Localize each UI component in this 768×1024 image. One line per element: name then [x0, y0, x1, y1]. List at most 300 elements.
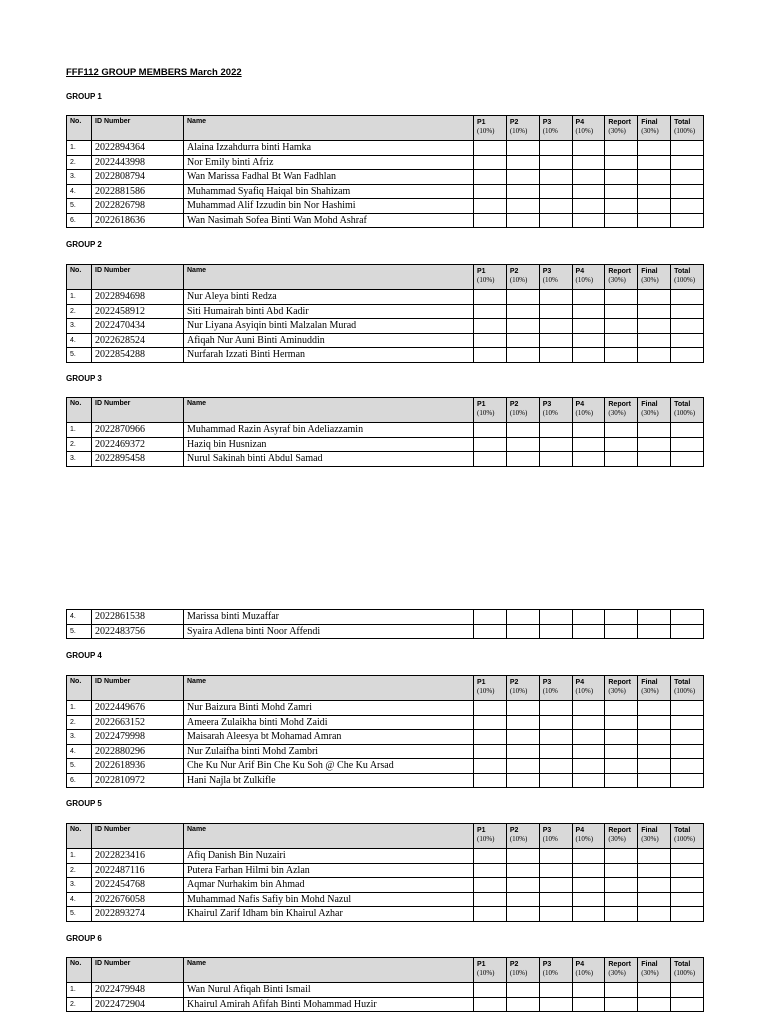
- student-id: 2022823416: [92, 849, 184, 864]
- student-id: 2022893274: [92, 907, 184, 922]
- header-mark-weight: (100%): [674, 687, 696, 695]
- mark-cell-p2: [506, 290, 539, 305]
- mark-cell-final: [638, 333, 671, 348]
- header-mark-weight: (10%): [477, 969, 495, 977]
- mark-cell-report: [605, 170, 638, 185]
- mark-cell-total: [671, 304, 704, 319]
- header-mark-total: [671, 958, 704, 983]
- header-mark-weight: (10%): [509, 276, 528, 284]
- mark-cell-report: [605, 155, 638, 170]
- header-id-number: ID Number: [92, 116, 184, 141]
- header-mark-label: P1: [477, 679, 486, 686]
- group-5-table: [66, 823, 704, 922]
- row-number: 1.: [67, 983, 92, 998]
- student-name: Muhammad Syafiq Haiqal bin Shahizam: [184, 184, 474, 199]
- mark-cell-final: [638, 730, 671, 745]
- mark-cell-p4: [572, 849, 605, 864]
- student-id: 2022810972: [92, 773, 184, 788]
- mark-cell-p4: [572, 997, 605, 1012]
- student-name: Siti Humairah binti Abd Kadir: [184, 304, 474, 319]
- header-mark-p4: [572, 824, 605, 849]
- mark-cell-report: [605, 907, 638, 922]
- student-id: 2022894698: [92, 290, 184, 305]
- mark-cell-total: [671, 878, 704, 893]
- mark-cell-p2: [506, 997, 539, 1012]
- header-mark-label: P3: [542, 679, 552, 686]
- mark-cell-p3: [539, 184, 572, 199]
- mark-cell-p2: [506, 184, 539, 199]
- row-number: 1.: [67, 290, 92, 305]
- student-name: Nur Zulaifha binti Mohd Zambri: [184, 744, 474, 759]
- mark-cell-p3: [539, 983, 572, 998]
- mark-cell-p2: [506, 849, 539, 864]
- mark-cell-final: [638, 213, 671, 228]
- row-number: 2.: [67, 863, 92, 878]
- table-row: [67, 452, 704, 467]
- mark-cell-p1: [474, 730, 507, 745]
- table-row: [67, 184, 704, 199]
- mark-cell-p3: [539, 319, 572, 334]
- header-mark-p1: [474, 824, 507, 849]
- student-name: Nurfarah Izzati Binti Herman: [184, 348, 474, 363]
- header-mark-label: P1: [477, 961, 486, 968]
- student-name: Muhammad Nafis Safiy bin Mohd Nazul: [184, 892, 474, 907]
- table-row: [67, 624, 704, 639]
- mark-cell-total: [671, 452, 704, 467]
- mark-cell-p3: [539, 744, 572, 759]
- row-number: 2.: [67, 715, 92, 730]
- student-name: Khairul Zarif Idham bin Khairul Azhar: [184, 907, 474, 922]
- table-row: [67, 701, 704, 716]
- student-name: Khairul Amirah Afifah Binti Mohammad Huzir: [184, 997, 474, 1012]
- header-mark-final: [638, 116, 671, 141]
- mark-cell-report: [605, 290, 638, 305]
- header-mark-weight: (10%): [575, 969, 594, 977]
- mark-cell-report: [605, 773, 638, 788]
- mark-cell-p2: [506, 141, 539, 156]
- mark-cell-p2: [506, 983, 539, 998]
- mark-cell-p1: [474, 319, 507, 334]
- mark-cell-p2: [506, 304, 539, 319]
- mark-cell-final: [638, 744, 671, 759]
- student-name: Hani Najla bt Zulkifle: [184, 773, 474, 788]
- mark-cell-p4: [572, 907, 605, 922]
- group-6-heading: GROUP 6: [66, 934, 102, 943]
- mark-cell-p4: [572, 892, 605, 907]
- header-mark-label: Report: [608, 679, 631, 686]
- mark-cell-p3: [539, 170, 572, 185]
- mark-cell-final: [638, 878, 671, 893]
- mark-cell-p4: [572, 759, 605, 774]
- header-mark-p2: [506, 676, 539, 701]
- mark-cell-p1: [474, 983, 507, 998]
- table-row: [67, 170, 704, 185]
- mark-cell-p1: [474, 348, 507, 363]
- mark-cell-report: [605, 715, 638, 730]
- mark-cell-final: [638, 304, 671, 319]
- mark-cell-p4: [572, 348, 605, 363]
- header-id-number: ID Number: [92, 398, 184, 423]
- mark-cell-p1: [474, 141, 507, 156]
- mark-cell-report: [605, 437, 638, 452]
- table-row: [67, 730, 704, 745]
- row-number: 3.: [67, 878, 92, 893]
- row-number: 4.: [67, 184, 92, 199]
- header-mark-p3: [539, 676, 572, 701]
- mark-cell-p4: [572, 290, 605, 305]
- student-name: Maisarah Aleesya bt Mohamad Amran: [184, 730, 474, 745]
- mark-cell-p1: [474, 452, 507, 467]
- mark-cell-total: [671, 863, 704, 878]
- mark-cell-report: [605, 624, 638, 639]
- header-mark-weight: (10%): [575, 835, 594, 843]
- mark-cell-report: [605, 863, 638, 878]
- header-mark-weight: (10%: [542, 969, 558, 977]
- mark-cell-total: [671, 892, 704, 907]
- mark-cell-report: [605, 892, 638, 907]
- student-id: 2022487116: [92, 863, 184, 878]
- student-id: 2022861538: [92, 610, 184, 625]
- student-name: Putera Farhan Hilmi bin Azlan: [184, 863, 474, 878]
- mark-cell-total: [671, 610, 704, 625]
- mark-cell-report: [605, 199, 638, 214]
- mark-cell-p4: [572, 170, 605, 185]
- mark-cell-report: [605, 610, 638, 625]
- student-id: 2022618636: [92, 213, 184, 228]
- header-mark-label: Final: [641, 119, 658, 126]
- header-mark-weight: (30%): [608, 276, 626, 284]
- mark-cell-final: [638, 423, 671, 438]
- header-mark-p1: [474, 676, 507, 701]
- header-mark-label: Total: [674, 268, 691, 275]
- mark-cell-p2: [506, 715, 539, 730]
- header-mark-label: P4: [575, 679, 585, 686]
- header-no: No.: [67, 398, 92, 423]
- student-name: Marissa binti Muzaffar: [184, 610, 474, 625]
- group-4-table: [66, 675, 704, 788]
- header-mark-weight: (30%): [641, 835, 659, 843]
- mark-cell-final: [638, 610, 671, 625]
- row-number: 1.: [67, 849, 92, 864]
- student-name: Muhammad Razin Asyraf bin Adeliazzamin: [184, 423, 474, 438]
- mark-cell-p1: [474, 849, 507, 864]
- mark-cell-report: [605, 878, 638, 893]
- mark-cell-total: [671, 730, 704, 745]
- row-number: 6.: [67, 773, 92, 788]
- header-mark-weight: (100%): [674, 276, 696, 284]
- mark-cell-final: [638, 348, 671, 363]
- mark-cell-final: [638, 437, 671, 452]
- header-mark-final: [638, 958, 671, 983]
- header-mark-p2: [506, 824, 539, 849]
- mark-cell-p4: [572, 199, 605, 214]
- header-mark-p3: [539, 265, 572, 290]
- mark-cell-final: [638, 773, 671, 788]
- mark-cell-p1: [474, 304, 507, 319]
- mark-cell-p1: [474, 333, 507, 348]
- mark-cell-report: [605, 184, 638, 199]
- header-mark-final: [638, 398, 671, 423]
- student-name: Nurul Sakinah binti Abdul Samad: [184, 452, 474, 467]
- header-mark-final: [638, 676, 671, 701]
- mark-cell-report: [605, 983, 638, 998]
- row-number: 2.: [67, 997, 92, 1012]
- header-mark-p2: [506, 958, 539, 983]
- mark-cell-total: [671, 199, 704, 214]
- mark-cell-total: [671, 213, 704, 228]
- header-mark-label: P4: [575, 268, 585, 275]
- mark-cell-p2: [506, 892, 539, 907]
- header-mark-report: [605, 958, 638, 983]
- table-row: [67, 437, 704, 452]
- mark-cell-p2: [506, 452, 539, 467]
- student-name: Afiq Danish Bin Nuzairi: [184, 849, 474, 864]
- mark-cell-total: [671, 184, 704, 199]
- mark-cell-p4: [572, 155, 605, 170]
- mark-cell-p1: [474, 610, 507, 625]
- header-mark-weight: (30%): [641, 409, 659, 417]
- mark-cell-p3: [539, 304, 572, 319]
- mark-cell-final: [638, 892, 671, 907]
- group-3-heading: GROUP 3: [66, 374, 102, 383]
- mark-cell-p3: [539, 863, 572, 878]
- mark-cell-p4: [572, 624, 605, 639]
- header-mark-weight: (10%): [509, 835, 528, 843]
- mark-cell-report: [605, 744, 638, 759]
- group-4-heading: GROUP 4: [66, 651, 102, 660]
- mark-cell-p1: [474, 773, 507, 788]
- mark-cell-p3: [539, 701, 572, 716]
- table-row: [67, 333, 704, 348]
- header-mark-p4: [572, 265, 605, 290]
- mark-cell-p1: [474, 892, 507, 907]
- header-mark-p4: [572, 398, 605, 423]
- mark-cell-total: [671, 423, 704, 438]
- student-id: 2022870966: [92, 423, 184, 438]
- student-id: 2022479998: [92, 730, 184, 745]
- header-mark-total: [671, 824, 704, 849]
- header-mark-p1: [474, 116, 507, 141]
- header-mark-weight: (10%): [477, 276, 495, 284]
- row-number: 5.: [67, 624, 92, 639]
- student-name: Che Ku Nur Arif Bin Che Ku Soh @ Che Ku Arsad: [184, 759, 474, 774]
- mark-cell-p3: [539, 849, 572, 864]
- row-number: 5.: [67, 199, 92, 214]
- mark-cell-p4: [572, 701, 605, 716]
- header-mark-weight: (30%): [641, 127, 659, 135]
- student-id: 2022663152: [92, 715, 184, 730]
- mark-cell-p3: [539, 878, 572, 893]
- mark-cell-p4: [572, 983, 605, 998]
- header-mark-label: P2: [509, 827, 519, 834]
- header-mark-label: P4: [575, 119, 585, 126]
- mark-cell-p3: [539, 437, 572, 452]
- table-row: [67, 983, 704, 998]
- student-id: 2022880296: [92, 744, 184, 759]
- header-mark-p2: [506, 265, 539, 290]
- mark-cell-final: [638, 199, 671, 214]
- header-name: Name: [184, 398, 474, 423]
- group-6-table: [66, 957, 704, 1012]
- mark-cell-total: [671, 333, 704, 348]
- student-id: 2022470434: [92, 319, 184, 334]
- mark-cell-p4: [572, 773, 605, 788]
- mark-cell-p3: [539, 290, 572, 305]
- table-row: [67, 304, 704, 319]
- header-mark-weight: (10%): [575, 127, 594, 135]
- student-name: Wan Nurul Afiqah Binti Ismail: [184, 983, 474, 998]
- mark-cell-p4: [572, 863, 605, 878]
- mark-cell-p3: [539, 730, 572, 745]
- table-row: [67, 348, 704, 363]
- header-mark-report: [605, 116, 638, 141]
- table-row: [67, 863, 704, 878]
- table-row: [67, 423, 704, 438]
- row-number: 5.: [67, 759, 92, 774]
- header-mark-p4: [572, 116, 605, 141]
- header-mark-p1: [474, 265, 507, 290]
- mark-cell-p1: [474, 423, 507, 438]
- mark-cell-final: [638, 863, 671, 878]
- mark-cell-p1: [474, 759, 507, 774]
- header-mark-report: [605, 824, 638, 849]
- group-1-heading: GROUP 1: [66, 92, 102, 101]
- mark-cell-p2: [506, 213, 539, 228]
- mark-cell-report: [605, 997, 638, 1012]
- header-mark-label: P3: [542, 119, 552, 126]
- mark-cell-final: [638, 624, 671, 639]
- header-mark-weight: (10%: [542, 835, 558, 843]
- header-mark-weight: (100%): [674, 969, 696, 977]
- header-mark-weight: (10%): [509, 687, 528, 695]
- header-mark-weight: (10%): [477, 127, 495, 135]
- student-id: 2022895458: [92, 452, 184, 467]
- table-row: [67, 141, 704, 156]
- header-mark-label: Total: [674, 961, 691, 968]
- group-3-continued-table: [66, 609, 704, 639]
- header-mark-label: Report: [608, 961, 631, 968]
- mark-cell-report: [605, 319, 638, 334]
- header-mark-p4: [572, 958, 605, 983]
- student-name: Nur Aleya binti Redza: [184, 290, 474, 305]
- mark-cell-p2: [506, 333, 539, 348]
- header-id-number: ID Number: [92, 676, 184, 701]
- mark-cell-total: [671, 715, 704, 730]
- header-no: No.: [67, 265, 92, 290]
- header-mark-label: Report: [608, 827, 631, 834]
- header-id-number: ID Number: [92, 265, 184, 290]
- mark-cell-report: [605, 348, 638, 363]
- header-mark-weight: (100%): [674, 409, 696, 417]
- header-mark-weight: (100%): [674, 127, 696, 135]
- student-id: 2022618936: [92, 759, 184, 774]
- row-number: 1.: [67, 423, 92, 438]
- table-row: [67, 849, 704, 864]
- mark-cell-p1: [474, 878, 507, 893]
- header-mark-final: [638, 824, 671, 849]
- table-row: [67, 155, 704, 170]
- header-mark-label: P2: [509, 401, 519, 408]
- header-mark-total: [671, 398, 704, 423]
- row-number: 4.: [67, 333, 92, 348]
- mark-cell-total: [671, 319, 704, 334]
- header-mark-label: P2: [509, 679, 519, 686]
- mark-cell-p2: [506, 348, 539, 363]
- mark-cell-p1: [474, 863, 507, 878]
- header-id-number: ID Number: [92, 958, 184, 983]
- row-number: 4.: [67, 744, 92, 759]
- mark-cell-p3: [539, 155, 572, 170]
- mark-cell-p2: [506, 610, 539, 625]
- mark-cell-report: [605, 423, 638, 438]
- header-mark-weight: (10%): [477, 409, 495, 417]
- student-id: 2022854288: [92, 348, 184, 363]
- mark-cell-final: [638, 715, 671, 730]
- mark-cell-p4: [572, 437, 605, 452]
- student-name: Ameera Zulaikha binti Mohd Zaidi: [184, 715, 474, 730]
- student-name: Aqmar Nurhakim bin Ahmad: [184, 878, 474, 893]
- student-id: 2022628524: [92, 333, 184, 348]
- row-number: 3.: [67, 319, 92, 334]
- header-mark-weight: (30%): [641, 687, 659, 695]
- header-mark-weight: (30%): [608, 127, 626, 135]
- header-mark-label: Report: [608, 401, 631, 408]
- mark-cell-p3: [539, 892, 572, 907]
- student-name: Afiqah Nur Auni Binti Aminuddin: [184, 333, 474, 348]
- header-mark-weight: (30%): [641, 969, 659, 977]
- header-name: Name: [184, 824, 474, 849]
- mark-cell-p1: [474, 715, 507, 730]
- row-number: 3.: [67, 730, 92, 745]
- header-name: Name: [184, 116, 474, 141]
- student-id: 2022676058: [92, 892, 184, 907]
- row-number: 3.: [67, 170, 92, 185]
- student-name: Wan Nasimah Sofea Binti Wan Mohd Ashraf: [184, 213, 474, 228]
- header-mark-weight: (10%): [509, 127, 528, 135]
- header-mark-label: P4: [575, 961, 585, 968]
- header-mark-report: [605, 265, 638, 290]
- row-number: 4.: [67, 610, 92, 625]
- group-1-table: [66, 115, 704, 228]
- header-mark-label: P3: [542, 961, 552, 968]
- header-mark-weight: (30%): [641, 276, 659, 284]
- header-mark-p3: [539, 116, 572, 141]
- mark-cell-p4: [572, 423, 605, 438]
- table-row: [67, 759, 704, 774]
- table-row: [67, 199, 704, 214]
- mark-cell-report: [605, 333, 638, 348]
- header-name: Name: [184, 958, 474, 983]
- header-mark-label: Report: [608, 119, 631, 126]
- table-row: [67, 213, 704, 228]
- header-mark-weight: (10%): [575, 276, 594, 284]
- header-mark-total: [671, 265, 704, 290]
- mark-cell-p3: [539, 715, 572, 730]
- header-mark-weight: (10%: [542, 409, 558, 417]
- mark-cell-p4: [572, 304, 605, 319]
- mark-cell-report: [605, 213, 638, 228]
- header-mark-label: P4: [575, 827, 585, 834]
- mark-cell-p2: [506, 155, 539, 170]
- header-mark-p3: [539, 398, 572, 423]
- row-number: 2.: [67, 304, 92, 319]
- mark-cell-report: [605, 452, 638, 467]
- mark-cell-p3: [539, 624, 572, 639]
- mark-cell-p3: [539, 997, 572, 1012]
- mark-cell-p1: [474, 155, 507, 170]
- row-number: 5.: [67, 907, 92, 922]
- header-name: Name: [184, 265, 474, 290]
